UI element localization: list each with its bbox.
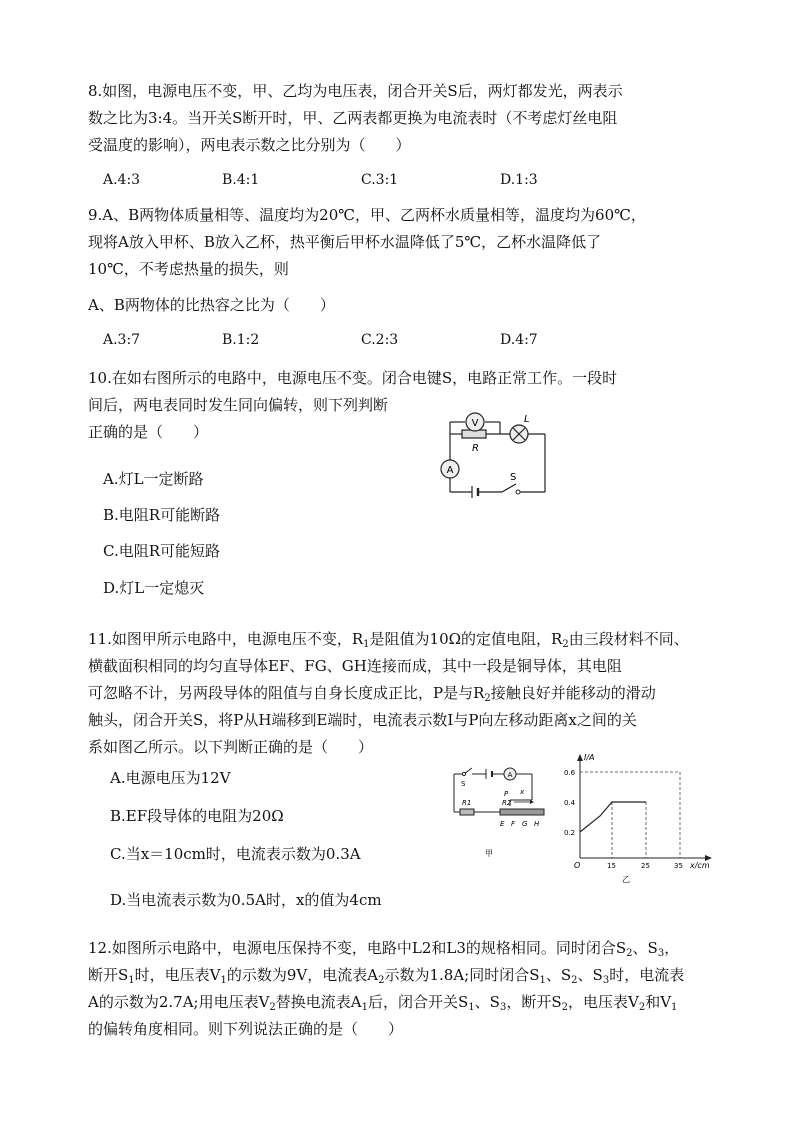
distance-label-x: x: [520, 788, 525, 796]
q11-graph-yi: [560, 750, 720, 886]
q11-line-2: 横截面积相同的均匀直导体EF、FG、GH连接而成，其中一段是铜导体，其电阻: [88, 657, 622, 675]
q11-line-3: 可忽略不计，另两段导体的阻值与自身长度成正比，P是与$R_2$接触良好并能移动的滑动: [88, 684, 656, 704]
q11-line-1: 11.如图甲所示电路中，电源电压不变，$R_1$是阻值为10Ω的定值电阻，$R_2$由三段材料不同、: [88, 630, 689, 650]
y-tick-0-6: 0.6: [564, 769, 576, 777]
battery-icon: [486, 769, 492, 779]
switch-icon: [462, 772, 465, 775]
y-tick-0-4: 0.4: [564, 799, 576, 807]
x-axis-label: x/cm: [690, 861, 710, 870]
x-tick-origin: O: [574, 861, 581, 870]
q9-option-b[interactable]: B.1:2: [222, 332, 260, 348]
q9-option-c[interactable]: C.2:3: [361, 332, 399, 348]
q8-option-c[interactable]: C.3:1: [361, 172, 399, 188]
q8-option-d[interactable]: D.1:3: [500, 172, 538, 188]
lamp-label: L: [524, 414, 530, 425]
q12-line-3: A的示数为2.7A;用电压表$V_2$替换电流表$A_1$后，闭合开关$S_1$、$S_3$，断开$S_2$，电压表$V_2$和$V_1$: [88, 993, 678, 1013]
slider-label-p: P: [504, 790, 509, 798]
y-axis-label: I/A: [584, 753, 595, 762]
r1-label: R1: [462, 799, 472, 807]
q9-line-2: 现将A放入甲杯、B放入乙杯，热平衡后甲杯水温降低了5℃，乙杯水温降低了: [88, 233, 602, 251]
point-h-label: H: [534, 820, 540, 828]
figure-yi-caption: 乙: [622, 875, 630, 884]
switch-label: S: [461, 780, 466, 788]
q8-line-1: 8.如图，电源电压不变，甲、乙均为电压表，闭合开关S后，两灯都发光，两表示: [88, 82, 623, 100]
figure-jia-caption: 甲: [485, 849, 493, 858]
q12-line-2: 断开$S_1$时，电压表$V_1$的示数为9V，电流表$A_2$示数为1.8A;同时闭合$S_1$、$S_2$、$S_3$时，电流表: [88, 966, 685, 986]
battery-icon: [472, 486, 478, 498]
q11-option-b[interactable]: B.EF段导体的电阻为20Ω: [110, 807, 284, 825]
point-f-label: F: [511, 820, 516, 828]
q11-circuit-jia: [448, 762, 558, 862]
q11-option-d[interactable]: D.当电流表示数为0.5A时，x的值为4cm: [110, 891, 382, 909]
q8-line-3: 受温度的影响），两电表示数之比分别为（ ）: [88, 136, 411, 154]
q10-circuit-diagram: [430, 408, 560, 500]
q11-line-5: 系如图乙所示。以下判断正确的是（ ）: [88, 738, 374, 756]
q10-option-a[interactable]: A.灯L一定断路: [103, 470, 204, 488]
q9-line-1: 9.A、B两物体质量相等、温度均为20℃，甲、乙两杯水质量相等，温度均为60℃，: [88, 206, 646, 224]
q10-line-1: 10.在如右图所示的电路中，电源电压不变。闭合电键S，电路正常工作。一段时: [88, 369, 618, 387]
point-e-label: E: [500, 820, 505, 828]
q12-line-4: 的偏转角度相同。则下列说法正确的是（ ）: [88, 1020, 404, 1038]
q9-line-4: A、B两物体的比热容之比为（ ）: [88, 296, 335, 314]
resistor-r1: [460, 809, 474, 815]
q11-line-4: 触头，闭合开关S，将P从H端移到E端时，电流表示数I与P向左移动距离x之间的关: [88, 711, 637, 729]
q8-line-2: 数之比为3:4。当开关S断开时，甲、乙两表都更换为电流表时（不考虑灯丝电阻: [88, 109, 618, 127]
switch-icon: [516, 490, 520, 494]
voltmeter-label: V: [471, 418, 479, 429]
q8-option-a[interactable]: A.4:3: [103, 172, 141, 188]
q11-option-a[interactable]: A.电源电压为12V: [110, 769, 231, 787]
ammeter-label: A: [446, 465, 454, 476]
x-tick-15: 15: [607, 862, 616, 870]
q9-option-a[interactable]: A.3:7: [103, 332, 141, 348]
switch-label: S: [510, 472, 517, 483]
q10-line-3: 正确的是（ ）: [88, 423, 209, 441]
q10-option-c[interactable]: C.电阻R可能短路: [103, 542, 221, 560]
y-tick-0-2: 0.2: [564, 829, 576, 837]
current-curve: [580, 802, 646, 832]
x-tick-35: 35: [674, 862, 683, 870]
q12-line-1: 12.如图所示电路中，电源电压保持不变，电路中L2和L3的规格相同。同时闭合$S_2$、$S_3$，: [88, 939, 680, 959]
x-tick-25: 25: [641, 862, 650, 870]
q8-option-b[interactable]: B.4:1: [222, 172, 260, 188]
q10-line-2: 间后，两电表同时发生同向偏转，则下列判断: [88, 396, 389, 414]
q9-option-d[interactable]: D.4:7: [500, 332, 538, 348]
q11-option-c[interactable]: C.当x＝10cm时，电流表示数为0.3A: [110, 845, 361, 863]
resistor-r2: [500, 809, 544, 815]
q10-option-d[interactable]: D.灯L一定熄灭: [103, 579, 205, 597]
ammeter-label: A: [507, 771, 513, 779]
q9-line-3: 10℃，不考虑热量的损失，则: [88, 260, 289, 278]
resistor-label: R: [472, 443, 479, 454]
r2-label: R2: [502, 799, 512, 807]
point-g-label: G: [522, 820, 528, 828]
q10-option-b[interactable]: B.电阻R可能断路: [103, 506, 221, 524]
